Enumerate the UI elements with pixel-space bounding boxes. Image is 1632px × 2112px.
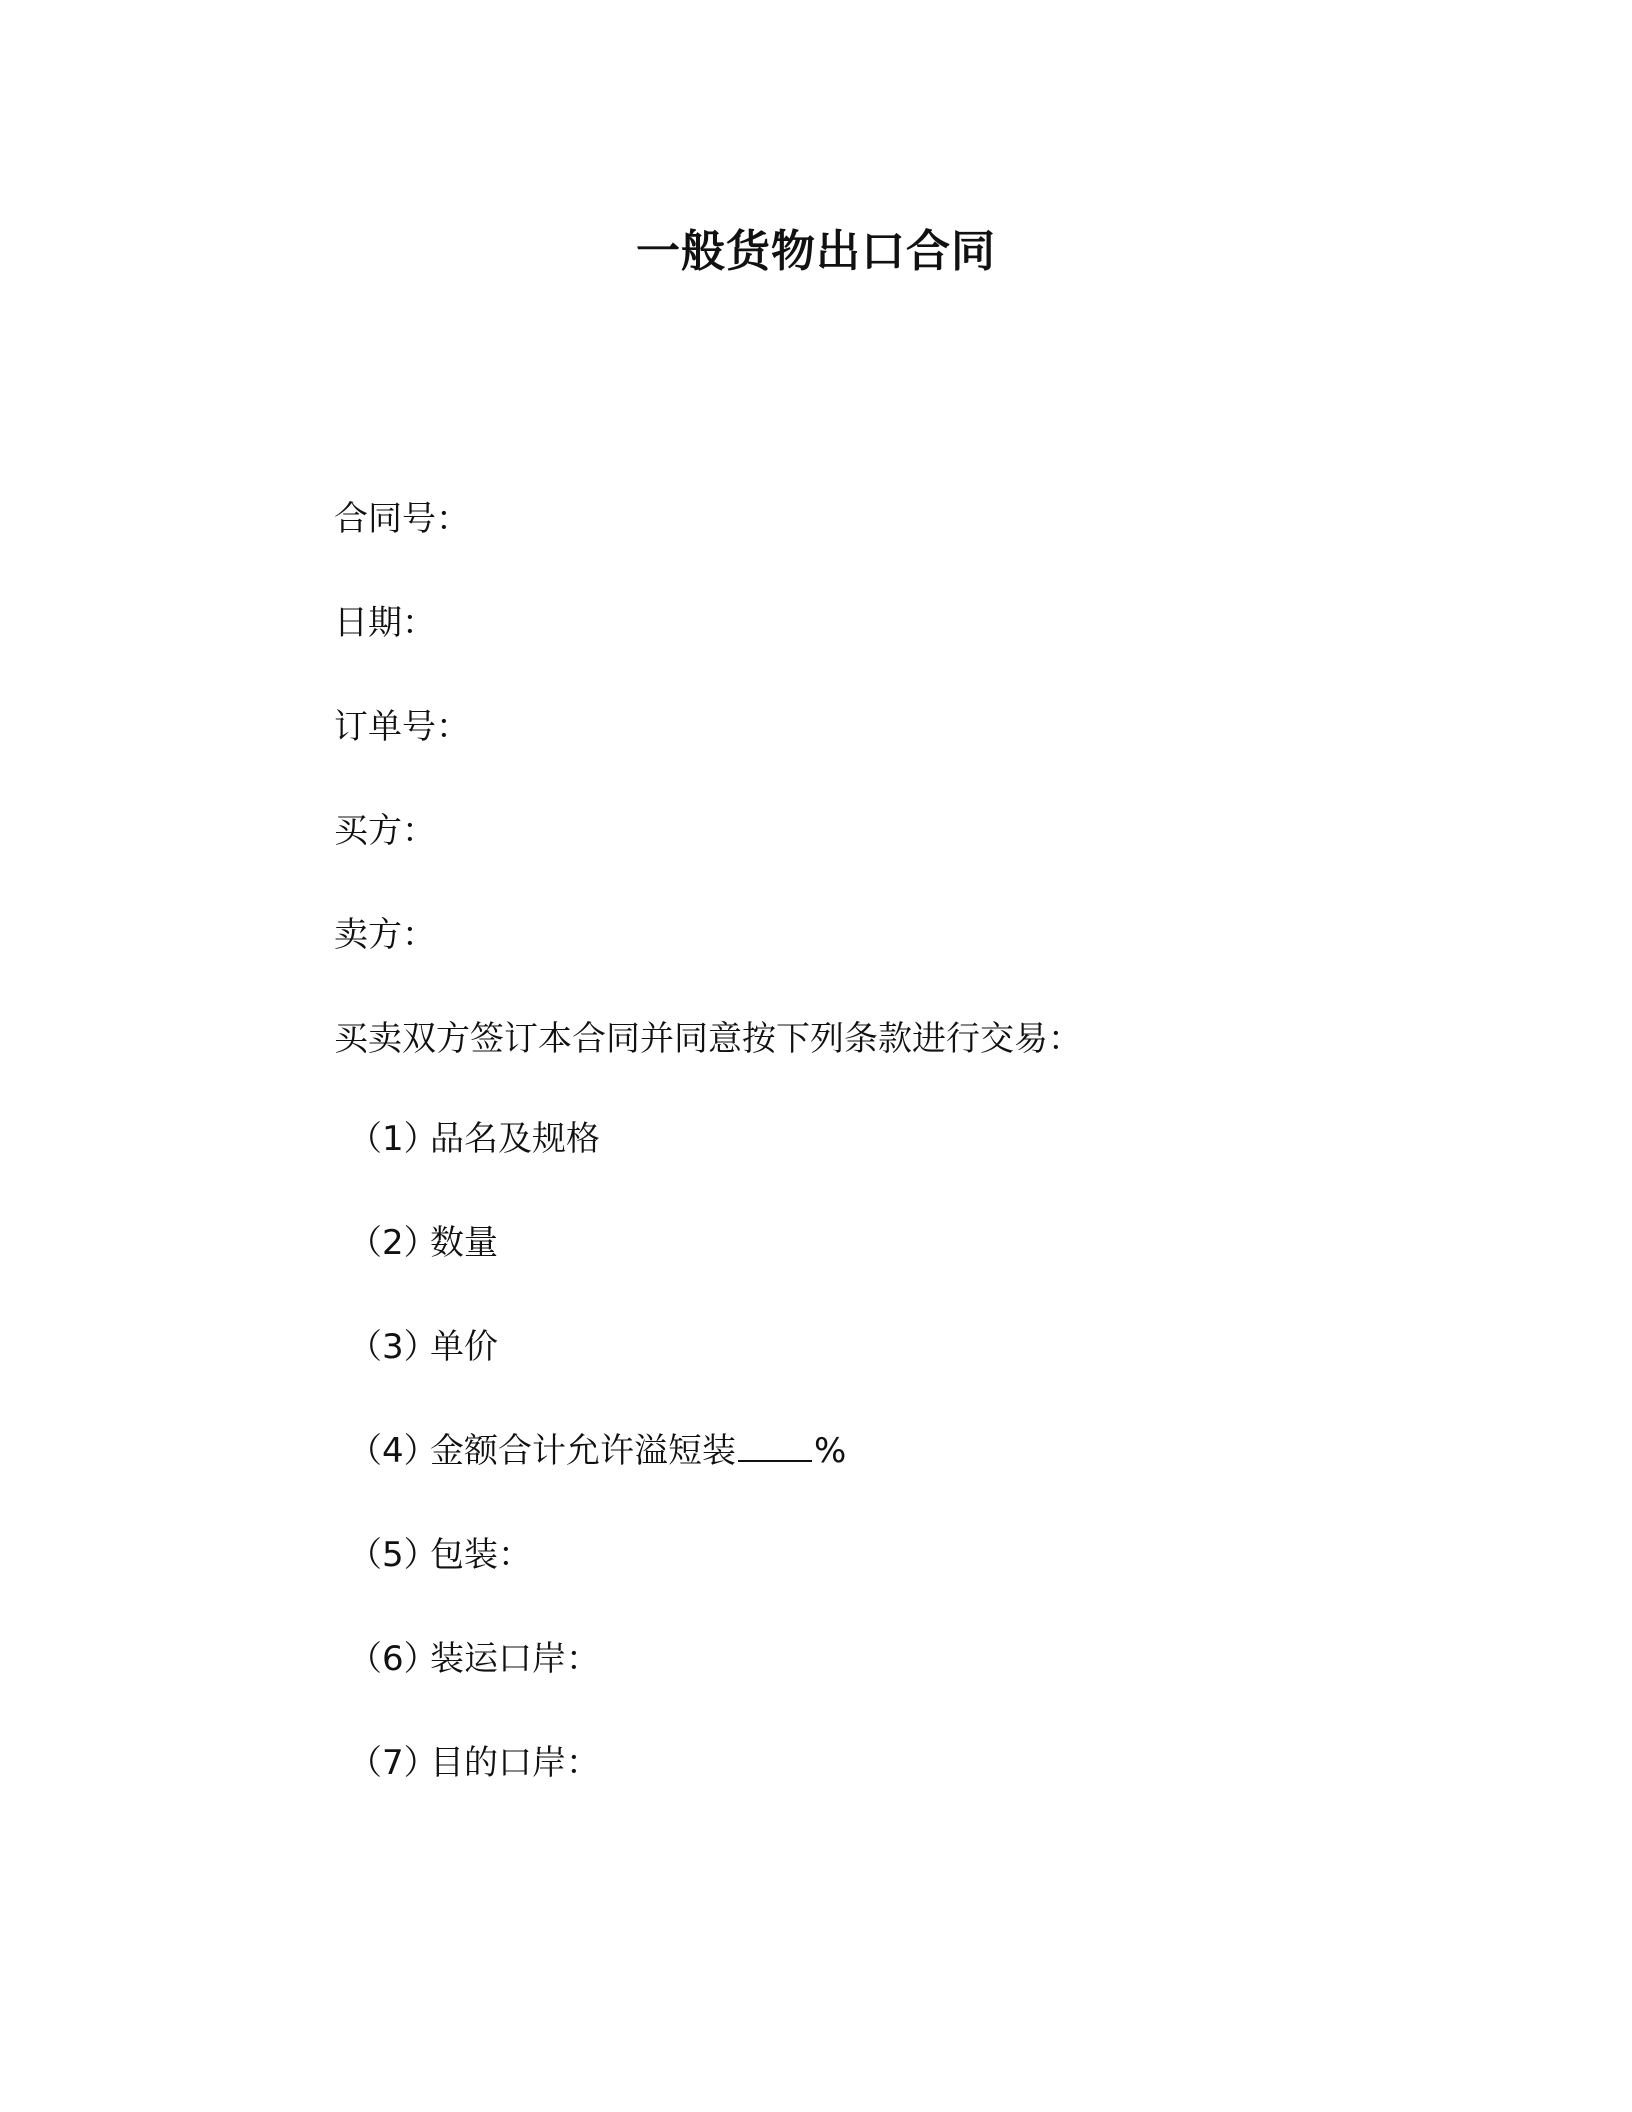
- clause-item: [348, 1114, 1348, 1218]
- clause-text: 目的口岸：: [430, 1743, 600, 1783]
- clause-text: 装运口岸：: [430, 1639, 600, 1679]
- clause-number: （1）: [348, 1119, 438, 1159]
- blank-underline: [738, 1426, 812, 1462]
- clause-item: [348, 1634, 1348, 1738]
- clause-item: [348, 1218, 1348, 1322]
- field-contract-number: 合同号：: [334, 499, 470, 539]
- clause-text: 品名及规格: [430, 1119, 600, 1159]
- clause-item: [348, 1426, 1348, 1530]
- clause-number: （4）: [348, 1431, 438, 1471]
- clause-text: 数量: [430, 1223, 498, 1263]
- clause-suffix: %: [814, 1431, 847, 1471]
- clause-item: [348, 1322, 1348, 1426]
- clause-number: （3）: [348, 1327, 438, 1367]
- clause-text: 单价: [430, 1327, 498, 1367]
- clause-number: （7）: [348, 1743, 438, 1783]
- clause-number: （5）: [348, 1535, 438, 1575]
- field-date: 日期：: [334, 603, 436, 643]
- clause-text: 包装：: [430, 1535, 532, 1575]
- clause-list: [348, 1114, 1348, 1842]
- field-buyer: 买方：: [334, 811, 436, 851]
- clause-item: [348, 1530, 1348, 1634]
- field-seller: 卖方：: [334, 915, 436, 955]
- clause-number: （2）: [348, 1223, 438, 1263]
- contract-fields: [334, 494, 1334, 1118]
- field-order-number: 订单号：: [334, 707, 470, 747]
- clause-item: [348, 1738, 1348, 1842]
- intro-statement: 买卖双方签订本合同并同意按下列条款进行交易：: [334, 1019, 1082, 1059]
- document-title: 一般货物出口合同: [636, 226, 996, 277]
- clause-number: （6）: [348, 1639, 438, 1679]
- clause-text: 金额合计允许溢短装: [430, 1431, 736, 1471]
